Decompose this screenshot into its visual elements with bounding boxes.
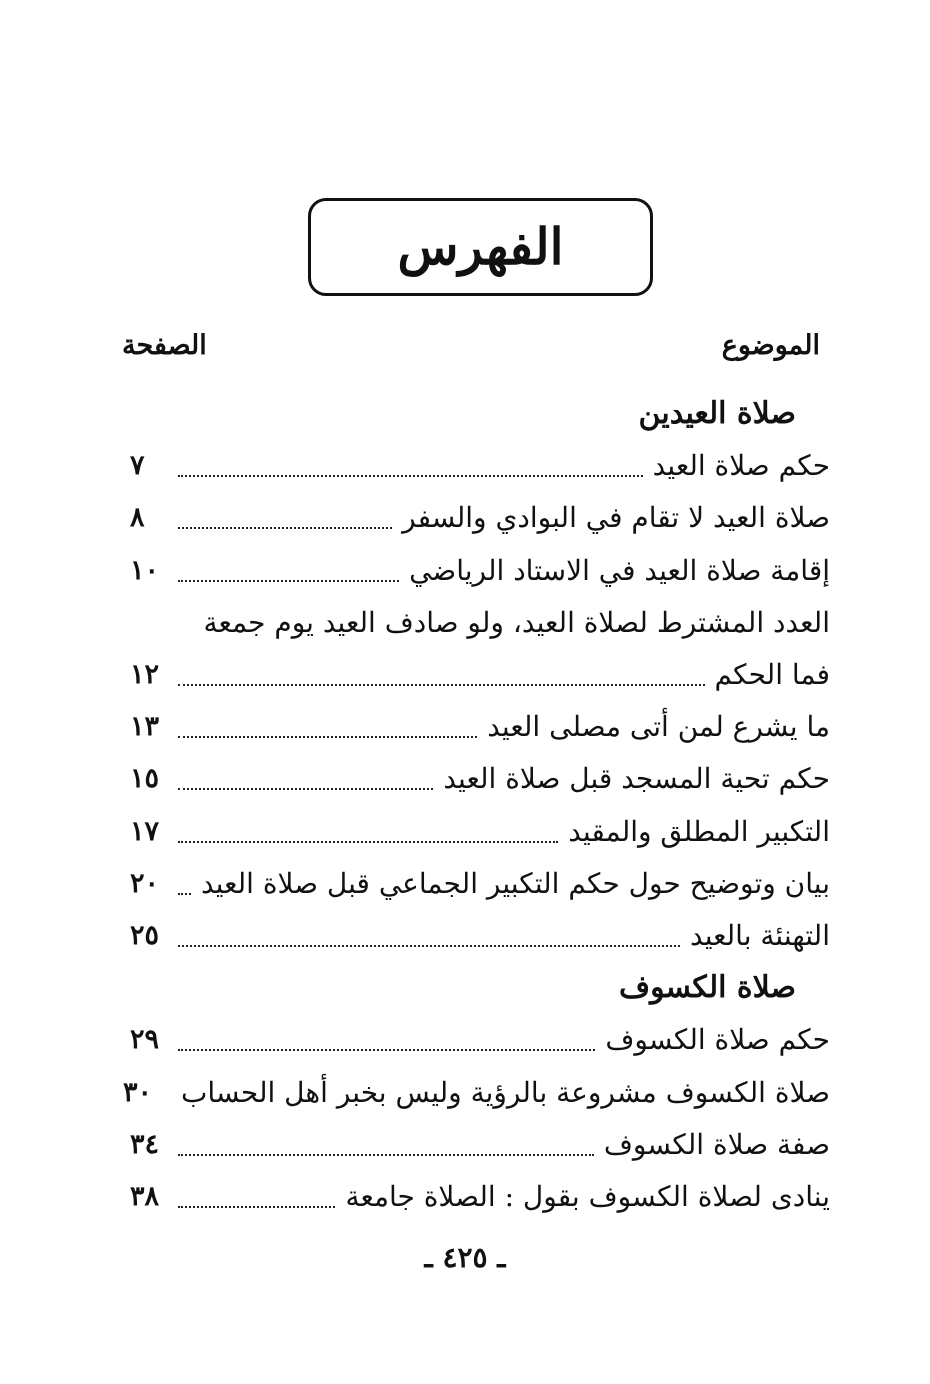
toc-entry (130, 910, 830, 962)
toc-entry (130, 701, 830, 753)
entry-title: فما الحكم (714, 658, 830, 692)
title-frame (308, 198, 653, 296)
entry-page-number: ١٠ (130, 554, 160, 586)
entry-page-number: ٢٩ (130, 1024, 160, 1056)
toc-section-heading (130, 962, 830, 1014)
toc-entry (130, 440, 830, 492)
toc-entry (130, 858, 830, 910)
dot-leader (178, 684, 705, 686)
page-column-header: الصفحة (122, 330, 207, 361)
entry-title: التكبير المطلق والمقيد (568, 814, 830, 848)
dot-leader (178, 1049, 595, 1051)
entry-title: حكم تحية المسجد قبل صلاة العيد (443, 762, 830, 796)
dot-leader (178, 893, 191, 895)
dot-leader (178, 736, 477, 738)
toc-entry (130, 597, 830, 649)
entry-title: إقامة صلاة العيد في الاستاد الرياضي (409, 553, 830, 587)
entry-page-number: ٣٨ (130, 1180, 160, 1212)
toc-section-heading (130, 388, 830, 440)
dot-leader (178, 1206, 335, 1208)
entry-title: صلاة الكسوف مشروعة بالرؤية وليس بخبر أهل الحساب (181, 1075, 830, 1109)
toc-entry (130, 1171, 830, 1223)
entry-page-number: ٣٤ (130, 1128, 160, 1160)
section-title: صلاة العيدين (638, 396, 796, 432)
dot-leader (178, 475, 643, 477)
toc-entry (130, 649, 830, 701)
dot-leader (178, 580, 399, 582)
dot-leader (178, 788, 433, 790)
toc-entry (130, 545, 830, 597)
entry-page-number: ١٧ (130, 815, 160, 847)
page-title: الفهرس (397, 217, 564, 276)
entry-title: بيان وتوضيح حول حكم التكبير الجماعي قبل صلاة العيد (200, 866, 830, 900)
toc-entry (123, 1066, 830, 1118)
dot-leader (178, 945, 680, 947)
entry-page-number: ٢٥ (130, 919, 160, 951)
entry-title: حكم صلاة الكسوف (605, 1023, 830, 1057)
entry-title: العدد المشترط لصلاة العيد، ولو صادف العيد يوم جمعة (203, 605, 830, 639)
entry-page-number: ١٥ (130, 763, 160, 795)
entry-page-number: ١٣ (130, 711, 160, 743)
toc-entry (130, 1119, 830, 1171)
entry-page-number: ١٢ (130, 659, 160, 691)
entry-page-number: ٨ (130, 502, 145, 534)
entry-title: حكم صلاة العيد (652, 449, 830, 483)
toc-list (123, 388, 830, 1223)
dot-leader (178, 527, 392, 529)
entry-title: ما يشرع لمن أتى مصلى العيد (487, 710, 830, 744)
entry-page-number: ٢٠ (130, 867, 160, 899)
entry-title: ينادى لصلاة الكسوف بقول : الصلاة جامعة (345, 1179, 830, 1213)
toc-entry (130, 1014, 830, 1066)
entry-page-number: ٧ (130, 450, 145, 482)
entry-title: صلاة العيد لا تقام في البوادي والسفر (402, 501, 830, 535)
page-number: ـ ٤٢٥ ـ (424, 1241, 506, 1274)
dot-leader (178, 841, 558, 843)
subject-column-header: الموضوع (721, 330, 820, 361)
toc-entry (130, 753, 830, 805)
section-title: صلاة الكسوف (619, 970, 796, 1006)
entry-title: التهنئة بالعيد (690, 918, 830, 952)
entry-title: صفة صلاة الكسوف (603, 1127, 830, 1161)
toc-entry (130, 492, 830, 544)
entry-page-number: ٣٠ (123, 1076, 153, 1108)
dot-leader (178, 1154, 594, 1156)
toc-entry (130, 806, 830, 858)
